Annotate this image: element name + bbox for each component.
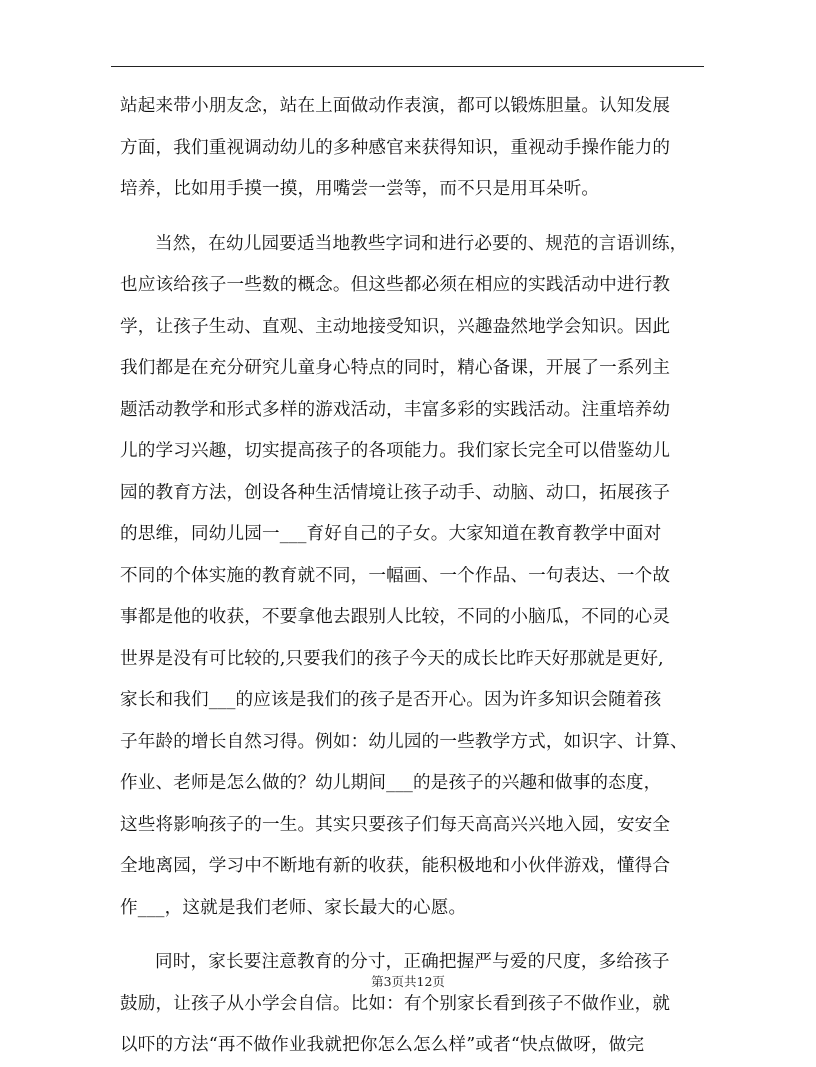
text-line: 作业、老师是怎么做的？幼儿期间___的是孩子的兴趣和做事的态度，	[120, 773, 662, 793]
paragraph-2	[120, 224, 698, 930]
paragraph-spacer	[120, 211, 698, 224]
document-body	[120, 86, 698, 1067]
text-line: 子年龄的增长自然习得。例如：幼儿园的一些教学方式，如识字、计算、	[120, 731, 688, 752]
text-line: 也应该给孩子一些数的概念。但这些都必须在相应的实践活动中进行教	[120, 275, 671, 295]
text-line: 世界是没有可比较的,只要我们的孩子今天的成长比昨天好那就是更好,	[120, 648, 664, 669]
text-line: 方面，我们重视调动幼儿的多种感官来获得知识，重视动手操作能力的	[120, 137, 671, 158]
text-line: 鼓励，让孩子从小学会自信。比如：有个别家长看到孩子不做作业，就	[120, 993, 671, 1014]
paragraph-spacer	[120, 929, 698, 942]
text-line: 全地离园，学习中不断地有新的收获，能积极地和小伙伴游戏，懂得合	[120, 856, 671, 876]
text-line: 我们都是在充分研究儿童身心特点的同时，精心备课，开展了一系列主	[120, 358, 671, 378]
text-line: 同时，家长要注意教育的分寸，正确把握严与爱的尺度，多给孩子	[155, 952, 670, 972]
text-line: 不同的个体实施的教育就不同，一幅画、一个作品、一句表达、一个故	[120, 565, 671, 586]
text-line: 题活动教学和形式多样的游戏活动，丰富多彩的实践活动。注重培养幼	[120, 399, 671, 420]
text-line: 当然，在幼儿园要适当地教些字词和进行必要的、规范的言语训练，	[155, 233, 688, 254]
page-number-footer: 第3页共12页	[371, 974, 445, 989]
text-line: 家长和我们___的应该是我们的孩子是否开心。因为许多知识会随着孩	[120, 690, 662, 710]
text-line: 事都是他的收获，不要拿他去跟别人比较，不同的小脑瓜，不同的心灵	[120, 607, 671, 627]
text-line: 培养，比如用手摸一摸，用嘴尝一尝等，而不只是用耳朵听。	[120, 179, 600, 199]
text-line: 作___，这就是我们老师、家长最大的心愿。	[120, 897, 467, 918]
paragraph-1	[120, 86, 698, 211]
text-line: 这些将影响孩子的一生。其实只要孩子们每天高高兴兴地入园，安安全	[120, 814, 671, 835]
text-line: 园的教育方法，创设各种生活情境让孩子动手、动脑、动口，拓展孩子	[120, 482, 671, 503]
paragraph-3	[120, 942, 698, 1067]
text-line: 儿的学习兴趣，切实提高孩子的各项能力。我们家长完全可以借鉴幼儿	[120, 441, 671, 461]
header-rule	[111, 66, 704, 67]
text-line: 站起来带小朋友念，站在上面做动作表演，都可以锻炼胆量。认知发展	[120, 96, 671, 116]
text-line: 以吓的方法“再不做作业我就把你怎么怎么样”或者“快点做呀，做完	[120, 1035, 645, 1055]
text-line: 学，让孩子生动、直观、主动地接受知识，兴趣盎然地学会知识。因此	[120, 316, 671, 337]
text-line: 的思维，同幼儿园一___育好自己的子女。大家知道在教育教学中面对	[120, 524, 662, 544]
